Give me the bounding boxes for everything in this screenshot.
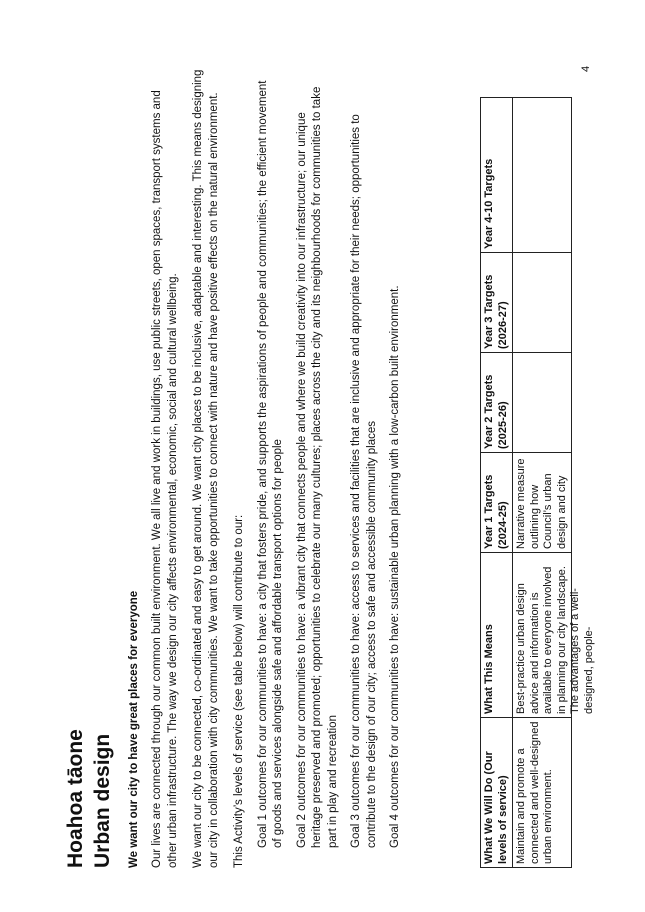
- table-row: [513, 98, 572, 868]
- levels-of-service-table: [480, 97, 595, 868]
- goal-1-text: Goal 1 outcomes for our communities to have: a city that fosters pride, and supports the aspirations of people and communities; the efficient movement of goods and services alongside safe and affordable transport options for people: [256, 80, 284, 848]
- table-header-cell: Year 3 Targets (2026-27): [481, 253, 513, 353]
- table-header-row: [481, 98, 513, 868]
- goal-2-text: Goal 2 outcomes for our communities to have: a vibrant city that connects people and where we build creativity into our infrastructure; our unique heritage preserved and promoted; opportunities to celebrate our many cultures; places across the city and its neighbourhoods for communities to take part in play and recreation: [295, 86, 339, 848]
- cell-text: Narrative measure outlining how Council’s urban design and city: [515, 458, 568, 549]
- table-header-cell: Year 4-10 Targets: [481, 98, 513, 253]
- cell-text: [515, 101, 569, 249]
- page-number: 4: [580, 65, 592, 72]
- table-header-cell: Year 2 Targets (2025-26): [481, 353, 513, 453]
- cell-text: [515, 356, 569, 449]
- page-title-maori: Hoahoa tāone: [64, 729, 87, 868]
- vision-paragraph: We want our city to be connected, co-ordinated and easy to get around. We want city places to be inclusive, adaptable and interesting. This means designing our city in collaboration with city communities. We want to take opportunities to connect with nature and have positive effects on the natural environment.: [192, 69, 220, 868]
- goal-4-text: Goal 4 outcomes for our communities to have: sustainable urban planning with a low-carbon built environment.: [389, 285, 401, 848]
- cell-text: Maintain and promote a connected and well-designed urban environment.: [515, 721, 554, 864]
- rotated-page-content: [62, 68, 595, 868]
- table-header-cell: What We Will Do (Our levels of service): [481, 718, 513, 868]
- contribution-paragraph: This Activity’s levels of service (see table below) will contribute to our:: [233, 514, 245, 868]
- table-cell: [513, 253, 572, 353]
- table-cell: [513, 453, 572, 553]
- cell-text: [515, 256, 569, 349]
- page-title-english: Urban design: [91, 733, 114, 868]
- table-header-cell: What This Means: [481, 553, 513, 718]
- intro-paragraph: Our lives are connected through our common built environment. We all live and work in buildings, use public streets, open spaces, transport systems and other urban infrastructure. The way we design our city affects environmental, economic, social and cultural wellbeing.: [151, 90, 179, 868]
- section-subheading: We want our city to have great places for everyone: [128, 590, 140, 868]
- table-cell: [513, 353, 572, 453]
- table-cell: [513, 98, 572, 253]
- cell-text: Best-practice urban design advice and information is available to everyone involved in planning our city landscape. The advantages of a well-designed, people-: [515, 566, 595, 714]
- goal-3-text: Goal 3 outcomes for our communities to have: access to services and facilities that are inclusive and appropriate for their needs; opportunities to contribute to the design of our city; access to safe and accessible community places: [350, 114, 378, 848]
- table-cell: [513, 553, 595, 718]
- table-cell: [513, 718, 572, 868]
- table-header-cell: Year 1 Targets (2024-25): [481, 453, 513, 553]
